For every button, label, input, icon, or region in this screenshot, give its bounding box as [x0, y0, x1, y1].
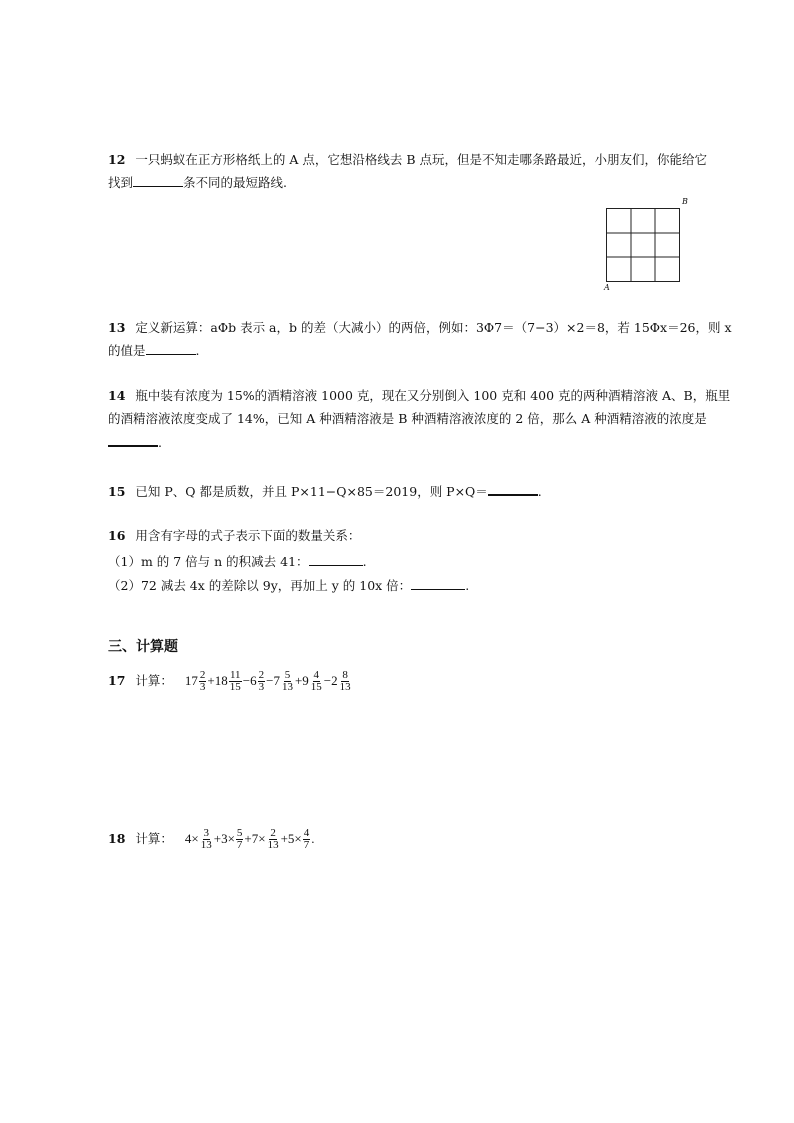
q16-part2-post: . [465, 578, 470, 593]
section-title: 三、计算题 [108, 639, 178, 655]
q17-term6-whole: 2 [331, 673, 338, 688]
q17-term5-fraction [310, 670, 323, 693]
q18-prompt: 计算： [135, 831, 173, 846]
q17-operator: + [207, 673, 215, 688]
numerator: 3 [203, 826, 209, 839]
numerator: 5 [284, 668, 291, 681]
q16-part2-text: （2）72 减去 4x 的差除以 9y，再加上 y 的 10x 倍： [108, 578, 412, 593]
q18-line [108, 826, 315, 852]
q15-line [108, 482, 542, 500]
denominator: 7 [303, 838, 310, 851]
q17-expression [185, 668, 353, 694]
q17-prompt: 计算： [135, 673, 173, 688]
q13-text-post: . [195, 343, 200, 358]
q12-text-post: 条不同的最短路线. [183, 175, 287, 190]
q16-stem-line [108, 528, 360, 544]
q18-term4-fraction [303, 828, 311, 851]
q16-stem: 用含有字母的式子表示下面的数量关系： [135, 528, 361, 543]
q17-operator: − [266, 673, 274, 688]
q17-operator: + [294, 673, 303, 688]
grid-border [607, 209, 680, 282]
q16-part2-blank[interactable] [411, 577, 465, 590]
numerator: 11 [229, 668, 241, 681]
q17-term2-fraction [229, 670, 242, 693]
q18-term4-coef: +5× [280, 831, 302, 846]
q14-text-post: . [158, 435, 162, 450]
denominator: 7 [236, 838, 243, 851]
q17-term4-whole: 7 [273, 673, 280, 688]
numerator: 2 [199, 668, 206, 681]
numerator: 4 [303, 826, 310, 839]
q17-term3-fraction [258, 670, 266, 693]
q14-answer-blank[interactable] [108, 433, 158, 447]
q12-line2 [108, 174, 287, 191]
q14-number: 14 [108, 388, 126, 403]
q14-text-line1: 瓶中装有浓度为 15%的酒精溶液 1000 克，现在又分别倒入 100 克和 400 克的两种酒精溶液 A、B，瓶里 [135, 388, 731, 403]
q17-term1-whole: 17 [184, 673, 198, 688]
q17-term2-whole: 18 [214, 673, 228, 688]
point-b-label: B [682, 197, 688, 206]
q14-line1 [108, 388, 730, 404]
denominator: 15 [310, 680, 322, 693]
denominator: 13 [339, 680, 351, 693]
q17-term4-fraction [281, 670, 294, 693]
square-grid-figure [606, 208, 681, 283]
q18-expression [185, 826, 315, 852]
numerator: 8 [342, 668, 348, 681]
q12-number: 12 [108, 152, 126, 167]
denominator: 13 [200, 838, 212, 851]
q18-term3-coef: +7× [244, 831, 266, 846]
q16-part1-blank[interactable] [309, 553, 363, 566]
q13-answer-blank[interactable] [146, 342, 196, 355]
q18-end: . [311, 831, 315, 846]
numerator: 5 [236, 826, 243, 839]
denominator: 3 [199, 680, 206, 693]
denominator: 13 [281, 680, 293, 693]
q15-text-pre: 已知 P、Q 都是质数，并且 P×11−Q×85＝2019，则 P×Q＝ [135, 484, 488, 499]
denominator: 15 [229, 680, 241, 693]
q17-term5-whole: 9 [302, 673, 309, 688]
denominator: 13 [267, 838, 279, 851]
q14-line2 [108, 411, 707, 427]
q12-text-line1: 一只蚂蚁在正方形格纸上的 A 点，它想沿格线去 B 点玩，但是不知走哪条路最近，小朋友们，你能给它 [135, 152, 708, 167]
q15-number: 15 [108, 484, 126, 499]
q18-term1-fraction [200, 828, 213, 851]
q16-number: 16 [108, 528, 126, 543]
q17-term6-fraction [339, 670, 352, 693]
q12-line1 [108, 152, 707, 168]
q15-answer-blank[interactable] [488, 482, 538, 496]
q18-term2-fraction [236, 828, 244, 851]
q13-text-pre: 的值是 [108, 343, 146, 358]
numerator: 2 [270, 826, 276, 839]
numerator: 4 [313, 668, 320, 681]
q16-part2-line [108, 577, 469, 594]
q12-answer-blank[interactable] [133, 174, 183, 187]
point-a-label: A [604, 283, 610, 292]
q14-text-line2: 的酒精溶液浓度变成了 14%，已知 A 种酒精溶液是 B 种酒精溶液浓度的 2 倍，那么 A 种酒精溶液的浓度是 [108, 411, 707, 426]
q17-number: 17 [108, 673, 126, 688]
q17-operator: − [242, 673, 251, 688]
q17-line [108, 668, 353, 694]
q17-term3-whole: 6 [250, 673, 257, 688]
q17-term1-fraction [199, 670, 207, 693]
q18-term2-coef: +3× [213, 831, 235, 846]
q16-part1-line [108, 553, 367, 570]
q18-number: 18 [108, 831, 126, 846]
q16-part1-text: （1）m 的 7 倍与 n 的积减去 41： [108, 554, 309, 569]
denominator: 3 [258, 680, 265, 693]
q13-number: 13 [108, 320, 126, 335]
numerator: 2 [258, 668, 265, 681]
q13-line1 [108, 320, 732, 336]
q17-operator: − [323, 673, 332, 688]
q13-line2 [108, 342, 200, 359]
q18-term3-fraction [267, 828, 280, 851]
q18-term1-coef: 4× [184, 831, 199, 846]
q15-text-post: . [537, 484, 542, 499]
q13-text-line1: 定义新运算：aΦb 表示 a，b 的差（大减小）的两倍，例如：3Φ7＝（7−3）×2＝8，若 15Φx＝26，则 x [135, 320, 732, 335]
q14-line3 [108, 433, 162, 451]
q12-text-pre: 找到 [108, 175, 134, 190]
q16-part1-post: . [362, 554, 367, 569]
